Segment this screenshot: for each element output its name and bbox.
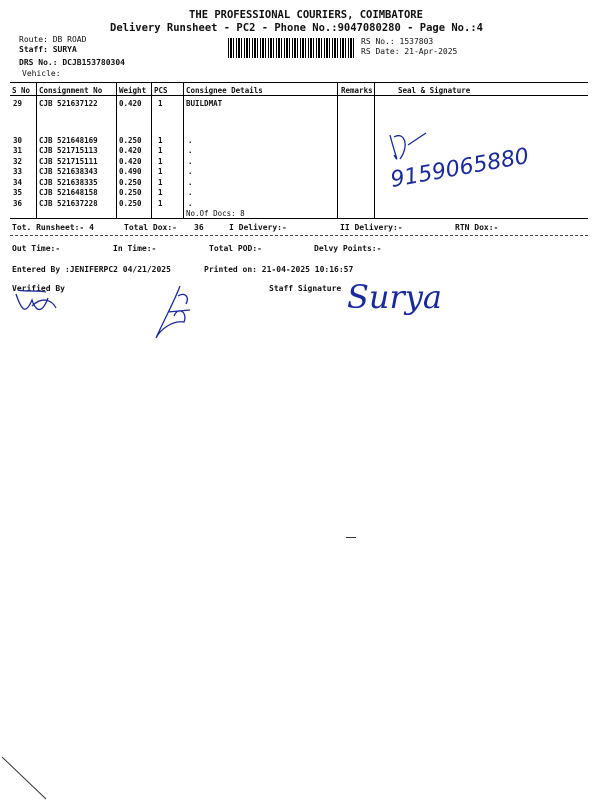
row-weight: 0.250 <box>119 178 142 187</box>
table-header-rule <box>10 95 588 96</box>
col-divider <box>36 82 37 218</box>
col-header-remarks: Remarks <box>341 86 373 95</box>
col-header-sno: S No <box>12 86 31 95</box>
row-consignment: CJB 521715113 <box>39 146 98 155</box>
barcode-image <box>228 38 356 58</box>
row-pcs: 1 <box>158 136 163 145</box>
row-consignment: CJB 521638343 <box>39 167 98 176</box>
rs-number: RS No.: 1537803 <box>361 37 434 46</box>
col-header-seal-signature: Seal & Signature <box>398 86 471 95</box>
row-consignment: CJB 521637122 <box>39 99 98 108</box>
staff-handwritten-signature <box>345 270 445 320</box>
col-header-consignee: Consignee Details <box>186 86 263 95</box>
handwritten-name: Surya <box>347 278 442 316</box>
no-of-docs: No.Of Docs: 8 <box>186 209 245 218</box>
row-sno: 33 <box>13 167 23 176</box>
handwritten-phone: 9159065880 <box>388 143 531 193</box>
col-header-weight: Weight <box>119 86 147 95</box>
runsheet-subtitle: Delivery Runsheet - PC2 - Phone No.:9047080280 - Page No.:4 <box>110 22 483 34</box>
row-consignment: CJB 521715111 <box>39 157 98 166</box>
row-consignee: . <box>188 167 193 176</box>
route-label: Route: DB ROAD <box>19 35 87 44</box>
ii-delivery: II Delivery:- <box>340 223 403 232</box>
row-pcs: 1 <box>158 199 163 208</box>
row-pcs: 1 <box>158 167 163 176</box>
row-sno: 30 <box>13 136 23 145</box>
rs-date: RS Date: 21-Apr-2025 <box>361 47 458 56</box>
row-consignment: CJB 521648169 <box>39 136 98 145</box>
table-top-rule <box>10 82 588 83</box>
in-time: In Time:- <box>113 244 157 253</box>
row-consignee: . <box>188 136 193 145</box>
row-weight: 0.420 <box>119 157 142 166</box>
row-sno: 36 <box>13 199 23 208</box>
row-weight: 0.250 <box>119 199 142 208</box>
row-weight: 0.250 <box>119 136 142 145</box>
row-consignee: . <box>188 157 193 166</box>
row-consignee: BUILDMAT <box>186 99 223 108</box>
row-consignee: . <box>188 178 193 187</box>
vehicle-label: Vehicle: <box>22 69 61 78</box>
i-delivery: I Delivery:- <box>229 223 287 232</box>
row-pcs: 1 <box>158 99 163 108</box>
row-pcs: 1 <box>158 146 163 155</box>
scan-mark <box>346 537 356 538</box>
col-divider <box>116 82 117 218</box>
row-consignee: . <box>188 146 193 155</box>
verifier-signature-2 <box>150 282 200 344</box>
row-weight: 0.420 <box>119 146 142 155</box>
row-weight: 0.420 <box>119 99 142 108</box>
row-sno: 34 <box>13 178 23 187</box>
total-pod: Total POD:- <box>209 244 262 253</box>
company-title: THE PROFESSIONAL COURIERS, COIMBATORE <box>189 9 423 21</box>
row-weight: 0.250 <box>119 188 142 197</box>
scan-corner-mark <box>0 755 50 800</box>
printed-on: Printed on: 21-04-2025 10:16:57 <box>204 265 354 274</box>
row-consignee: . <box>188 199 193 208</box>
row-pcs: 1 <box>158 188 163 197</box>
row-consignee: . <box>188 188 193 197</box>
col-divider <box>183 82 184 218</box>
row-sno: 32 <box>13 157 23 166</box>
row-sno: 31 <box>13 146 23 155</box>
totals-dashed-rule <box>10 235 588 236</box>
delvy-points: Delvy Points:- <box>314 244 382 253</box>
total-runsheet: Tot. Runsheet:- 4 <box>12 223 94 232</box>
total-dox-label: Total Dox:- <box>124 223 177 232</box>
col-header-consignment: Consignment No <box>39 86 103 95</box>
col-divider <box>374 82 375 218</box>
handwritten-phone-signature <box>380 125 540 195</box>
verified-by-label: Verified By <box>12 284 65 293</box>
row-consignment: CJB 521637228 <box>39 199 98 208</box>
staff-label: Staff: SURYA <box>19 45 77 54</box>
verifier-signature <box>12 286 62 322</box>
row-pcs: 1 <box>158 157 163 166</box>
total-dox-value: 36 <box>194 223 204 232</box>
row-sno: 35 <box>13 188 23 197</box>
table-bottom-rule <box>10 218 588 219</box>
drs-number: DRS No.: DCJB153780304 <box>19 58 125 67</box>
row-weight: 0.490 <box>119 167 142 176</box>
row-consignment: CJB 521648158 <box>39 188 98 197</box>
col-divider <box>337 82 338 218</box>
entered-by: Entered By :JENIFERPC2 04/21/2025 <box>12 265 171 274</box>
row-consignment: CJB 521638335 <box>39 178 98 187</box>
out-time: Out Time:- <box>12 244 61 253</box>
staff-signature-label: Staff Signature <box>269 284 342 293</box>
col-divider <box>151 82 152 218</box>
row-sno: 29 <box>13 99 23 108</box>
row-pcs: 1 <box>158 178 163 187</box>
rtn-dox: RTN Dox:- <box>455 223 499 232</box>
col-header-pcs: PCS <box>154 86 168 95</box>
